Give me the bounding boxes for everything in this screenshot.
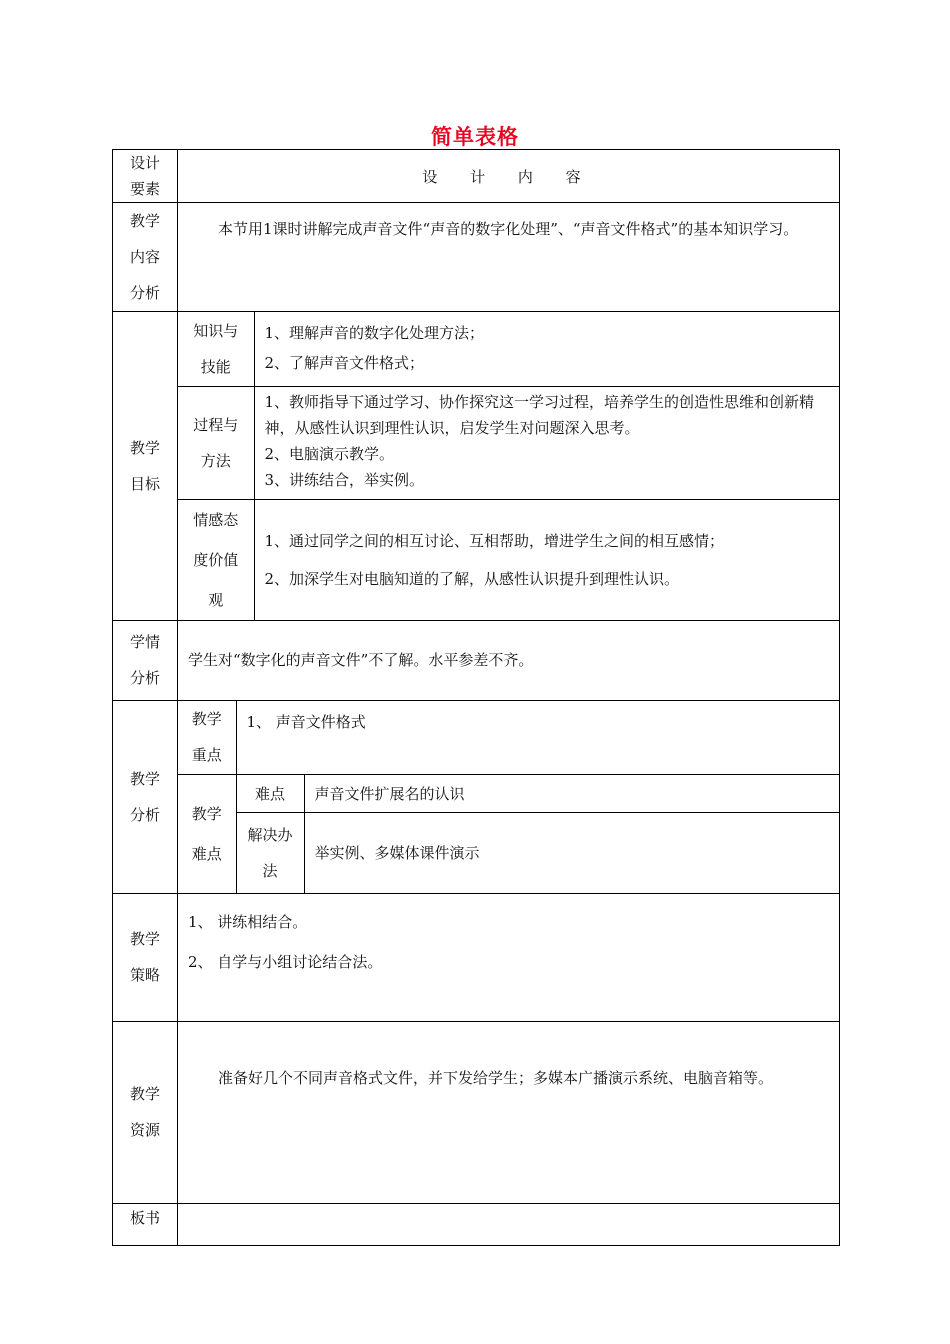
- learner-analysis-label: 学情分析: [113, 620, 178, 700]
- solution-content: 举实例、多媒体课件演示: [304, 813, 839, 893]
- board-content: [178, 1203, 840, 1245]
- emotion-label: 情感态度价值观: [178, 499, 254, 620]
- difficulty-row: [178, 775, 839, 813]
- resources-label: 教学资源: [113, 1021, 178, 1203]
- teaching-analysis-subtable: [178, 701, 839, 893]
- difficulty-group-label: 教学难点: [178, 775, 236, 893]
- content-analysis-text: 本节用1课时讲解完成声音文件“声音的数字化处理”、“声音文件格式”的基本知识学习。: [178, 203, 840, 312]
- emotion-row: [178, 499, 839, 620]
- difficulty-content: 声音文件扩展名的认识: [304, 775, 839, 813]
- objectives-row: [113, 312, 840, 621]
- teaching-analysis-label: 教学分析: [113, 700, 178, 893]
- design-element-header: 设计要素: [113, 150, 178, 203]
- learner-analysis-text: 学生对“数字化的声音文件”不了解。水平参差不齐。: [178, 620, 840, 700]
- board-row: [113, 1203, 840, 1245]
- strategy-label: 教学策略: [113, 893, 178, 1021]
- strategy-content: 1、 讲练相结合。 2、 自学与小组讨论结合法。: [178, 893, 840, 1021]
- resources-content: 准备好几个不同声音格式文件，并下发给学生；多媒本广播演示系统、电脑音箱等。: [178, 1021, 840, 1203]
- process-content: 1、教师指导下通过学习、协作探究这一学习过程，培养学生的创造性思维和创新精神，从感性认识到理性认识，启发学生对问题深入思考。 2、电脑演示教学。 3、讲练结合，举实例。: [254, 386, 839, 499]
- solution-row: [178, 813, 839, 893]
- content-analysis-row: [113, 203, 840, 312]
- key-point-label: 教学重点: [178, 701, 236, 775]
- knowledge-content: 1、理解声音的数字化处理方法； 2、了解声音文件格式；: [254, 312, 839, 386]
- objectives-label: 教学目标: [113, 312, 178, 621]
- lesson-plan-table: [112, 149, 840, 1246]
- board-label: 板书: [113, 1203, 178, 1245]
- objectives-cell: [178, 312, 840, 621]
- key-point-row: [178, 701, 839, 775]
- process-row: [178, 386, 839, 499]
- solution-label: 解决办法: [236, 813, 304, 893]
- process-label: 过程与方法: [178, 386, 254, 499]
- document-title: 简单表格: [431, 124, 519, 149]
- difficulty-label: 难点: [236, 775, 304, 813]
- learner-analysis-row: [113, 620, 840, 700]
- knowledge-row: [178, 312, 839, 386]
- teaching-analysis-cell: [178, 700, 840, 893]
- header-row: [113, 150, 840, 203]
- content-analysis-label: 教学内容分析: [113, 203, 178, 312]
- objectives-subtable: [178, 312, 839, 620]
- knowledge-label: 知识与技能: [178, 312, 254, 386]
- strategy-row: [113, 893, 840, 1021]
- key-point-content: 1、 声音文件格式: [236, 701, 839, 775]
- design-content-header: 设 计 内 容: [178, 150, 840, 203]
- resources-row: [113, 1021, 840, 1203]
- teaching-analysis-row: [113, 700, 840, 893]
- emotion-content: 1、通过同学之间的相互讨论、互相帮助，增进学生之间的相互感情； 2、加深学生对电脑知道的了解，从感性认识提升到理性认识。: [254, 499, 839, 620]
